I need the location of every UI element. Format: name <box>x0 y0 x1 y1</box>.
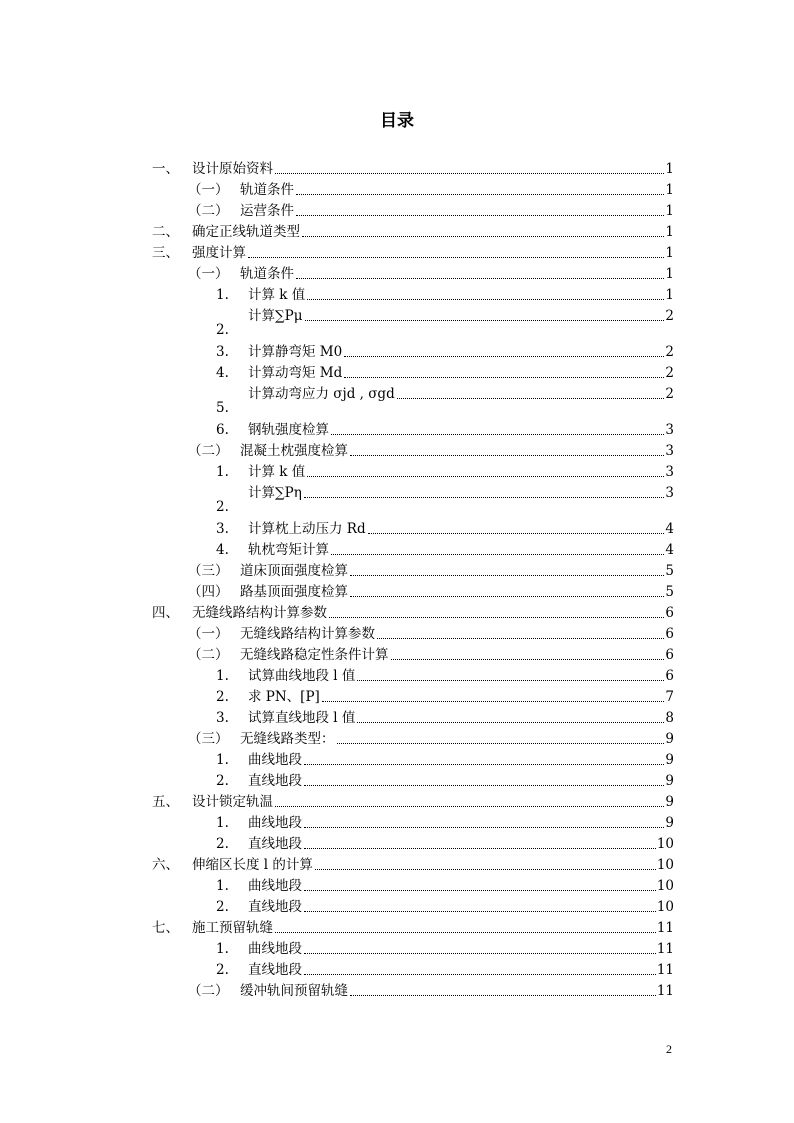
dot-leader <box>275 173 664 174</box>
toc-entry[interactable] <box>216 835 674 853</box>
toc-entry-page: 9 <box>665 794 674 810</box>
toc-entry[interactable] <box>216 286 674 304</box>
toc-entry[interactable] <box>152 223 674 241</box>
toc-entry-title: 轨道条件 <box>240 182 294 198</box>
toc-entry-title: 计算∑Pη <box>248 485 302 501</box>
toc-entry-page: 1 <box>665 203 674 219</box>
toc-entry-page: 6 <box>665 647 674 663</box>
dot-leader <box>344 356 664 357</box>
toc-entry-number: （二） <box>188 647 229 663</box>
toc-entry[interactable] <box>216 814 674 832</box>
dot-leader <box>368 533 665 534</box>
toc-entry-number: （三） <box>188 563 229 579</box>
toc-entry-title: 曲线地段 <box>248 941 302 957</box>
toc-entry-page: 10 <box>656 899 674 915</box>
toc-entry-number: 2. <box>216 962 229 978</box>
toc-entry-title: 混凝土枕强度检算 <box>240 443 348 459</box>
toc-entry-title: 计算动弯矩 Md <box>248 365 343 381</box>
dot-leader <box>329 617 664 618</box>
toc-entry-number: 五、 <box>152 794 179 810</box>
toc-entry[interactable] <box>152 244 674 262</box>
toc-entry-title: 计算∑Pμ <box>248 308 303 324</box>
toc-entry-number: 1. <box>216 815 229 831</box>
toc-entry-number: （三） <box>188 731 229 747</box>
dot-leader <box>305 320 665 321</box>
toc-entry-title: 试算曲线地段 l 值 <box>248 668 356 684</box>
toc-entry-title: 缓冲轨间预留轨缝 <box>240 983 348 999</box>
toc-entry[interactable] <box>216 343 674 361</box>
toc-entry-number: （一） <box>188 182 229 198</box>
dot-leader <box>350 455 664 456</box>
toc-entry[interactable] <box>188 562 674 580</box>
toc-entry-page: 9 <box>665 731 674 747</box>
toc-entry[interactable] <box>152 160 674 178</box>
dot-leader <box>315 869 656 870</box>
dot-leader <box>357 680 664 681</box>
dot-leader <box>296 278 664 279</box>
toc-entry-page: 4 <box>665 542 674 558</box>
toc-entry[interactable] <box>216 667 674 685</box>
toc-entry-number: 2. <box>216 773 229 789</box>
toc-entry-number: 2. <box>216 499 229 515</box>
toc-entry-number: 六、 <box>152 857 179 873</box>
toc-entry-page: 1 <box>665 266 674 282</box>
toc-entry[interactable] <box>216 308 674 339</box>
toc-entry-title: 无缝线路结构计算参数 <box>192 605 327 621</box>
toc-entry-title: 轨枕弯矩计算 <box>248 542 329 558</box>
toc-entry-number: （一） <box>188 626 229 642</box>
toc-entry[interactable] <box>216 541 674 559</box>
toc-entry-title: 设计锁定轨温 <box>192 794 273 810</box>
toc-entry[interactable] <box>188 625 674 643</box>
dot-leader <box>296 215 664 216</box>
toc-entry-page: 9 <box>665 752 674 768</box>
toc-entry-page: 11 <box>656 941 674 957</box>
toc-entry-number: 1. <box>216 464 229 480</box>
toc-entry-number: 2. <box>216 322 229 338</box>
toc-entry-page: 5 <box>665 563 674 579</box>
dot-leader <box>331 434 664 435</box>
toc-entry-page: 1 <box>665 182 674 198</box>
toc-entry[interactable] <box>188 583 674 601</box>
toc-entry[interactable] <box>188 181 674 199</box>
toc-entry-page: 2 <box>665 365 674 381</box>
toc-entry-title: 曲线地段 <box>248 752 302 768</box>
dot-leader <box>344 377 664 378</box>
toc-entry-number: 4. <box>216 365 229 381</box>
toc-entry-number: 1. <box>216 941 229 957</box>
toc-entry-page: 3 <box>665 464 674 480</box>
toc-title: 目录 <box>380 111 414 131</box>
dot-leader <box>337 743 665 744</box>
toc-entry-number: 3. <box>216 710 229 726</box>
toc-entry-number: 1. <box>216 287 229 303</box>
toc-entry-page: 8 <box>665 710 674 726</box>
toc-entry-page: 3 <box>665 443 674 459</box>
toc-entry-number: 1. <box>216 668 229 684</box>
toc-entry-page: 1 <box>665 245 674 261</box>
toc-entry-page: 1 <box>665 224 674 240</box>
toc-entry-number: 4. <box>216 542 229 558</box>
dot-leader <box>397 398 665 399</box>
toc-entry[interactable] <box>216 463 674 481</box>
dot-leader <box>304 911 656 912</box>
toc-entry-title: 确定正线轨道类型 <box>192 224 300 240</box>
toc-entry[interactable] <box>188 202 674 220</box>
dot-leader <box>304 497 665 498</box>
toc-entry-page: 2 <box>665 344 674 360</box>
toc-entry-number: 2. <box>216 836 229 852</box>
toc-entry-number: 一、 <box>152 161 179 177</box>
dot-leader <box>304 974 656 975</box>
toc-entry-number: 1. <box>216 878 229 894</box>
toc-entry-number: （一） <box>188 266 229 282</box>
dot-leader <box>275 806 664 807</box>
toc-entry-page: 6 <box>665 668 674 684</box>
toc-entry-page: 6 <box>665 626 674 642</box>
toc-entry-title: 曲线地段 <box>248 878 302 894</box>
toc-entry-number: 3. <box>216 521 229 537</box>
toc-entry[interactable] <box>216 772 674 790</box>
dot-leader <box>357 722 664 723</box>
toc-entry-title: 直线地段 <box>248 773 302 789</box>
dot-leader <box>296 194 664 195</box>
toc-entry-page: 10 <box>656 878 674 894</box>
toc-entry-number: 2. <box>216 689 229 705</box>
toc-entry-number: （四） <box>188 584 229 600</box>
toc-entry[interactable] <box>216 709 674 727</box>
toc-entry-title: 无缝线路结构计算参数 <box>240 626 375 642</box>
toc-entry-title: 计算 k 值 <box>248 464 306 480</box>
toc-entry[interactable] <box>216 485 674 516</box>
toc-entry-page: 4 <box>665 521 674 537</box>
toc-entry-page: 2 <box>665 308 674 324</box>
toc-entry-number: 5. <box>216 400 229 416</box>
toc-entry-title: 计算 k 值 <box>248 287 306 303</box>
toc-entry-number: 七、 <box>152 920 179 936</box>
toc-entry-number: 四、 <box>152 605 179 621</box>
dot-leader <box>304 785 664 786</box>
toc-entry[interactable] <box>152 793 674 811</box>
page-number: 2 <box>666 1042 672 1056</box>
toc-entry[interactable] <box>216 364 674 382</box>
toc-entry[interactable] <box>152 604 674 622</box>
toc-entry[interactable] <box>188 730 674 748</box>
dot-leader <box>304 764 664 765</box>
dot-leader <box>377 638 664 639</box>
toc-entry-page: 11 <box>656 983 674 999</box>
toc-entry-number: （二） <box>188 203 229 219</box>
dot-leader <box>322 701 665 702</box>
toc-entry[interactable] <box>216 421 674 439</box>
toc-entry-page: 1 <box>665 287 674 303</box>
toc-entry[interactable] <box>152 856 674 874</box>
toc-entry-page: 7 <box>665 689 674 705</box>
toc-entry[interactable] <box>216 386 674 417</box>
toc-entry-title: 无缝线路稳定性条件计算 <box>240 647 389 663</box>
toc-entry-title: 直线地段 <box>248 962 302 978</box>
dot-leader <box>304 953 656 954</box>
toc-entry-title: 路基顶面强度检算 <box>240 584 348 600</box>
toc-entry-title: 计算枕上动压力 Rd <box>248 521 366 537</box>
toc-entry-number: 三、 <box>152 245 179 261</box>
toc-entry-page: 3 <box>665 485 674 501</box>
dot-leader <box>304 890 656 891</box>
toc-entry-title: 伸缩区长度 l 的计算 <box>192 857 313 873</box>
toc-entry-title: 直线地段 <box>248 899 302 915</box>
toc-entry-number: 3. <box>216 344 229 360</box>
toc-entry[interactable] <box>216 877 674 895</box>
toc-entry-title: 求 PN、[P] <box>248 689 320 705</box>
toc-entry-number: 二、 <box>152 224 179 240</box>
toc-entry-page: 11 <box>656 962 674 978</box>
toc-entry-page: 9 <box>665 815 674 831</box>
toc-entry[interactable] <box>216 520 674 538</box>
dot-leader <box>331 554 664 555</box>
toc-entry-page: 5 <box>665 584 674 600</box>
dot-leader <box>302 236 664 237</box>
toc-entry-title: 曲线地段 <box>248 815 302 831</box>
dot-leader <box>304 827 664 828</box>
dot-leader <box>391 659 665 660</box>
toc-entry[interactable] <box>188 646 674 664</box>
toc-entry-number: 6. <box>216 422 229 438</box>
toc-entry-title: 计算动弯应力 σjd , σgd <box>248 386 395 402</box>
toc-entry-title: 计算静弯矩 M0 <box>248 344 343 360</box>
dot-leader <box>350 995 656 996</box>
toc-entry-title: 无缝线路类型： <box>240 731 335 747</box>
toc-entry-page: 6 <box>665 605 674 621</box>
toc-entry-title: 施工预留轨缝 <box>192 920 273 936</box>
toc-entry[interactable] <box>152 919 674 937</box>
toc-entry-number: 2. <box>216 899 229 915</box>
dot-leader <box>248 257 664 258</box>
toc-entry-title: 道床顶面强度检算 <box>240 563 348 579</box>
toc-entry-title: 强度计算 <box>192 245 246 261</box>
dot-leader <box>275 932 656 933</box>
toc-entry-title: 试算直线地段 l 值 <box>248 710 356 726</box>
dot-leader <box>350 596 664 597</box>
toc-entry[interactable] <box>216 688 674 706</box>
toc-entry[interactable] <box>216 751 674 769</box>
toc-entry[interactable] <box>216 940 674 958</box>
toc-entry-number: 1. <box>216 752 229 768</box>
dot-leader <box>304 848 656 849</box>
toc-entry-page: 3 <box>665 422 674 438</box>
toc-entry-page: 9 <box>665 773 674 789</box>
toc-entry-page: 10 <box>656 836 674 852</box>
toc-entry-page: 1 <box>665 161 674 177</box>
toc-entry-page: 2 <box>665 386 674 402</box>
toc-entry-page: 10 <box>656 857 674 873</box>
toc-entry[interactable] <box>188 265 674 283</box>
toc-entry-number: （二） <box>188 983 229 999</box>
dot-leader <box>350 575 664 576</box>
toc-entry-title: 钢轨强度检算 <box>248 422 329 438</box>
toc-entry-number: （二） <box>188 443 229 459</box>
toc-entry[interactable] <box>188 982 674 1000</box>
dot-leader <box>307 299 664 300</box>
toc-entry[interactable] <box>188 442 674 460</box>
toc-entry[interactable] <box>216 898 674 916</box>
toc-entry[interactable] <box>216 961 674 979</box>
toc-entry-page: 11 <box>656 920 674 936</box>
toc-entry-title: 轨道条件 <box>240 266 294 282</box>
toc-entry-title: 运营条件 <box>240 203 294 219</box>
toc-entry-title: 设计原始资料 <box>192 161 273 177</box>
toc-entry-title: 直线地段 <box>248 836 302 852</box>
dot-leader <box>307 476 664 477</box>
